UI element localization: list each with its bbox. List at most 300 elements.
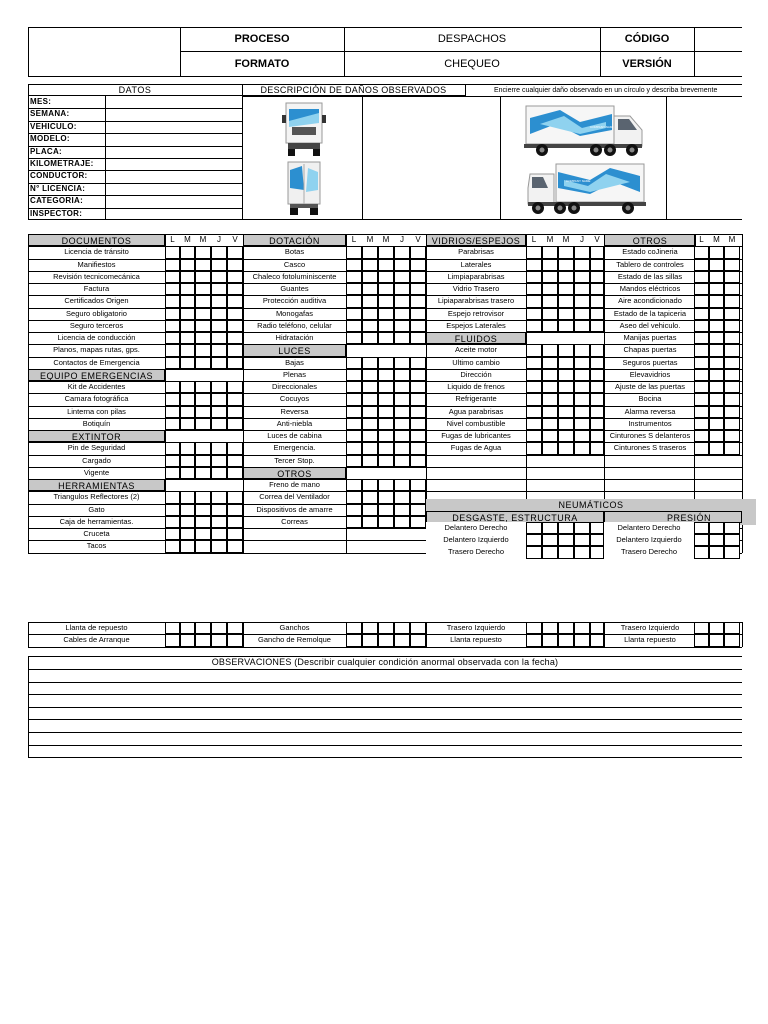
observaciones-line[interactable] (28, 719, 742, 720)
datos-field-input[interactable] (105, 96, 242, 108)
check-box[interactable] (180, 357, 195, 369)
check-box[interactable] (526, 522, 542, 534)
datos-field-input[interactable] (105, 170, 242, 182)
check-box[interactable] (378, 418, 394, 430)
check-box[interactable] (542, 442, 558, 454)
check-box[interactable] (227, 442, 243, 454)
check-box[interactable] (526, 320, 542, 332)
check-box[interactable] (542, 271, 558, 283)
check-box[interactable] (362, 271, 378, 283)
check-box[interactable] (410, 271, 426, 283)
check-box[interactable] (558, 369, 574, 381)
check-box[interactable] (394, 320, 410, 332)
check-box[interactable] (346, 357, 362, 369)
check-box[interactable] (195, 344, 211, 356)
check-box[interactable] (362, 295, 378, 307)
check-box[interactable] (378, 393, 394, 405)
check-box[interactable] (410, 369, 426, 381)
check-box[interactable] (410, 430, 426, 442)
check-box[interactable] (165, 271, 180, 283)
check-box[interactable] (394, 332, 410, 344)
check-box[interactable] (694, 271, 709, 283)
check-box[interactable] (574, 430, 590, 442)
check-box[interactable] (724, 344, 740, 356)
check-box[interactable] (558, 295, 574, 307)
check-box[interactable] (394, 295, 410, 307)
check-box[interactable] (526, 418, 542, 430)
check-box[interactable] (590, 430, 604, 442)
check-box[interactable] (362, 308, 378, 320)
observaciones-line[interactable] (28, 732, 742, 733)
check-box[interactable] (195, 442, 211, 454)
check-box[interactable] (574, 406, 590, 418)
check-box[interactable] (346, 393, 362, 405)
check-box[interactable] (526, 393, 542, 405)
check-box[interactable] (590, 393, 604, 405)
check-box[interactable] (526, 546, 542, 558)
check-box[interactable] (180, 528, 195, 540)
check-box[interactable] (362, 442, 378, 454)
check-box[interactable] (542, 283, 558, 295)
check-box[interactable] (378, 455, 394, 467)
check-box[interactable] (694, 308, 709, 320)
check-box[interactable] (362, 381, 378, 393)
check-box[interactable] (394, 357, 410, 369)
check-box[interactable] (180, 540, 195, 552)
check-box[interactable] (378, 271, 394, 283)
check-box[interactable] (227, 540, 243, 552)
check-box[interactable] (227, 504, 243, 516)
check-box[interactable] (378, 295, 394, 307)
check-box[interactable] (694, 442, 709, 454)
check-box[interactable] (195, 320, 211, 332)
check-box[interactable] (195, 393, 211, 405)
check-box[interactable] (346, 418, 362, 430)
check-box[interactable] (195, 406, 211, 418)
check-box[interactable] (574, 522, 590, 534)
check-box[interactable] (574, 622, 590, 634)
check-box[interactable] (694, 393, 709, 405)
check-box[interactable] (526, 246, 542, 258)
check-box[interactable] (526, 283, 542, 295)
check-box[interactable] (165, 516, 180, 528)
check-box[interactable] (590, 271, 604, 283)
check-box[interactable] (590, 344, 604, 356)
check-box[interactable] (694, 320, 709, 332)
check-box[interactable] (394, 622, 410, 634)
check-box[interactable] (362, 491, 378, 503)
check-box[interactable] (362, 283, 378, 295)
datos-field-input[interactable] (105, 108, 242, 120)
check-box[interactable] (227, 259, 243, 271)
check-box[interactable] (394, 491, 410, 503)
check-box[interactable] (378, 320, 394, 332)
check-box[interactable] (211, 246, 227, 258)
check-box[interactable] (346, 430, 362, 442)
check-box[interactable] (542, 381, 558, 393)
check-box[interactable] (724, 295, 740, 307)
check-box[interactable] (378, 259, 394, 271)
check-box[interactable] (165, 418, 180, 430)
check-box[interactable] (558, 546, 574, 558)
check-box[interactable] (180, 455, 195, 467)
check-box[interactable] (590, 534, 604, 546)
check-box[interactable] (211, 442, 227, 454)
check-box[interactable] (574, 295, 590, 307)
check-box[interactable] (346, 246, 362, 258)
check-box[interactable] (378, 504, 394, 516)
check-box[interactable] (724, 283, 740, 295)
check-box[interactable] (410, 295, 426, 307)
check-box[interactable] (590, 522, 604, 534)
check-box[interactable] (346, 479, 362, 491)
check-box[interactable] (378, 406, 394, 418)
check-box[interactable] (724, 546, 740, 558)
check-box[interactable] (410, 418, 426, 430)
check-box[interactable] (558, 534, 574, 546)
check-box[interactable] (542, 344, 558, 356)
check-box[interactable] (195, 308, 211, 320)
check-box[interactable] (542, 320, 558, 332)
check-box[interactable] (394, 369, 410, 381)
check-box[interactable] (526, 344, 542, 356)
check-box[interactable] (526, 295, 542, 307)
check-box[interactable] (590, 546, 604, 558)
check-box[interactable] (709, 393, 724, 405)
check-box[interactable] (180, 320, 195, 332)
check-box[interactable] (410, 246, 426, 258)
observaciones-line[interactable] (28, 707, 742, 708)
check-box[interactable] (574, 357, 590, 369)
check-box[interactable] (165, 332, 180, 344)
check-box[interactable] (362, 320, 378, 332)
check-box[interactable] (590, 295, 604, 307)
observaciones-line[interactable] (28, 669, 742, 670)
check-box[interactable] (558, 430, 574, 442)
check-box[interactable] (410, 283, 426, 295)
check-box[interactable] (394, 393, 410, 405)
check-box[interactable] (394, 246, 410, 258)
check-box[interactable] (195, 455, 211, 467)
check-box[interactable] (724, 622, 740, 634)
check-box[interactable] (709, 406, 724, 418)
check-box[interactable] (574, 246, 590, 258)
check-box[interactable] (709, 295, 724, 307)
check-box[interactable] (724, 634, 740, 646)
check-box[interactable] (558, 442, 574, 454)
check-box[interactable] (694, 406, 709, 418)
check-box[interactable] (346, 622, 362, 634)
check-box[interactable] (165, 622, 180, 634)
check-box[interactable] (346, 491, 362, 503)
check-box[interactable] (542, 393, 558, 405)
check-box[interactable] (574, 393, 590, 405)
check-box[interactable] (724, 393, 740, 405)
check-box[interactable] (558, 634, 574, 646)
check-box[interactable] (378, 283, 394, 295)
check-box[interactable] (542, 308, 558, 320)
check-box[interactable] (590, 442, 604, 454)
check-box[interactable] (410, 504, 426, 516)
check-box[interactable] (394, 504, 410, 516)
check-box[interactable] (542, 406, 558, 418)
check-box[interactable] (724, 381, 740, 393)
check-box[interactable] (195, 540, 211, 552)
check-box[interactable] (165, 528, 180, 540)
check-box[interactable] (542, 634, 558, 646)
check-box[interactable] (724, 308, 740, 320)
check-box[interactable] (694, 283, 709, 295)
check-box[interactable] (526, 308, 542, 320)
check-box[interactable] (694, 546, 709, 558)
check-box[interactable] (362, 516, 378, 528)
check-box[interactable] (180, 308, 195, 320)
check-box[interactable] (346, 332, 362, 344)
check-box[interactable] (709, 369, 724, 381)
check-box[interactable] (574, 308, 590, 320)
check-box[interactable] (362, 259, 378, 271)
check-box[interactable] (378, 357, 394, 369)
check-box[interactable] (724, 259, 740, 271)
check-box[interactable] (362, 634, 378, 646)
check-box[interactable] (590, 418, 604, 430)
check-box[interactable] (378, 308, 394, 320)
check-box[interactable] (542, 259, 558, 271)
check-box[interactable] (211, 344, 227, 356)
check-box[interactable] (378, 369, 394, 381)
check-box[interactable] (211, 528, 227, 540)
check-box[interactable] (211, 283, 227, 295)
check-box[interactable] (394, 455, 410, 467)
check-box[interactable] (211, 381, 227, 393)
check-box[interactable] (574, 381, 590, 393)
check-box[interactable] (180, 393, 195, 405)
check-box[interactable] (526, 430, 542, 442)
check-box[interactable] (709, 283, 724, 295)
check-box[interactable] (362, 418, 378, 430)
check-box[interactable] (394, 381, 410, 393)
check-box[interactable] (195, 271, 211, 283)
check-box[interactable] (362, 357, 378, 369)
check-box[interactable] (346, 308, 362, 320)
check-box[interactable] (410, 393, 426, 405)
check-box[interactable] (694, 295, 709, 307)
check-box[interactable] (724, 369, 740, 381)
check-box[interactable] (211, 259, 227, 271)
check-box[interactable] (574, 546, 590, 558)
check-box[interactable] (709, 271, 724, 283)
check-box[interactable] (195, 634, 211, 646)
check-box[interactable] (227, 528, 243, 540)
check-box[interactable] (574, 418, 590, 430)
check-box[interactable] (180, 295, 195, 307)
check-box[interactable] (709, 418, 724, 430)
check-box[interactable] (694, 357, 709, 369)
check-box[interactable] (542, 546, 558, 558)
check-box[interactable] (590, 320, 604, 332)
check-box[interactable] (180, 516, 195, 528)
check-box[interactable] (195, 332, 211, 344)
check-box[interactable] (709, 308, 724, 320)
check-box[interactable] (346, 369, 362, 381)
check-box[interactable] (211, 320, 227, 332)
check-box[interactable] (227, 455, 243, 467)
check-box[interactable] (410, 479, 426, 491)
check-box[interactable] (180, 344, 195, 356)
check-box[interactable] (694, 634, 709, 646)
check-box[interactable] (542, 369, 558, 381)
check-box[interactable] (195, 516, 211, 528)
check-box[interactable] (574, 344, 590, 356)
check-box[interactable] (211, 467, 227, 479)
check-box[interactable] (227, 246, 243, 258)
check-box[interactable] (211, 622, 227, 634)
check-box[interactable] (362, 406, 378, 418)
check-box[interactable] (709, 344, 724, 356)
check-box[interactable] (227, 491, 243, 503)
check-box[interactable] (410, 381, 426, 393)
check-box[interactable] (346, 320, 362, 332)
check-box[interactable] (211, 418, 227, 430)
check-box[interactable] (394, 516, 410, 528)
check-box[interactable] (180, 467, 195, 479)
check-box[interactable] (526, 357, 542, 369)
check-box[interactable] (558, 393, 574, 405)
check-box[interactable] (165, 540, 180, 552)
check-box[interactable] (378, 430, 394, 442)
check-box[interactable] (526, 634, 542, 646)
check-box[interactable] (574, 442, 590, 454)
check-box[interactable] (346, 259, 362, 271)
check-box[interactable] (211, 308, 227, 320)
check-box[interactable] (542, 295, 558, 307)
check-box[interactable] (410, 622, 426, 634)
check-box[interactable] (378, 332, 394, 344)
check-box[interactable] (709, 442, 724, 454)
check-box[interactable] (165, 295, 180, 307)
check-box[interactable] (180, 406, 195, 418)
check-box[interactable] (590, 406, 604, 418)
check-box[interactable] (165, 283, 180, 295)
check-box[interactable] (590, 308, 604, 320)
check-box[interactable] (709, 430, 724, 442)
check-box[interactable] (410, 320, 426, 332)
check-box[interactable] (558, 320, 574, 332)
check-box[interactable] (724, 271, 740, 283)
check-box[interactable] (378, 381, 394, 393)
check-box[interactable] (227, 295, 243, 307)
check-box[interactable] (574, 320, 590, 332)
check-box[interactable] (195, 528, 211, 540)
check-box[interactable] (526, 442, 542, 454)
check-box[interactable] (709, 381, 724, 393)
check-box[interactable] (709, 320, 724, 332)
check-box[interactable] (362, 430, 378, 442)
check-box[interactable] (362, 479, 378, 491)
check-box[interactable] (590, 357, 604, 369)
check-box[interactable] (346, 283, 362, 295)
check-box[interactable] (410, 308, 426, 320)
check-box[interactable] (211, 516, 227, 528)
check-box[interactable] (558, 246, 574, 258)
check-box[interactable] (724, 522, 740, 534)
check-box[interactable] (180, 634, 195, 646)
check-box[interactable] (394, 418, 410, 430)
check-box[interactable] (410, 442, 426, 454)
check-box[interactable] (165, 634, 180, 646)
check-box[interactable] (227, 622, 243, 634)
check-box[interactable] (211, 295, 227, 307)
check-box[interactable] (724, 357, 740, 369)
check-box[interactable] (394, 479, 410, 491)
check-box[interactable] (362, 332, 378, 344)
check-box[interactable] (346, 516, 362, 528)
check-box[interactable] (211, 357, 227, 369)
check-box[interactable] (227, 283, 243, 295)
check-box[interactable] (362, 246, 378, 258)
check-box[interactable] (227, 467, 243, 479)
check-box[interactable] (542, 522, 558, 534)
check-box[interactable] (558, 308, 574, 320)
check-box[interactable] (709, 259, 724, 271)
check-box[interactable] (362, 393, 378, 405)
check-box[interactable] (558, 357, 574, 369)
check-box[interactable] (394, 259, 410, 271)
check-box[interactable] (590, 381, 604, 393)
check-box[interactable] (362, 455, 378, 467)
check-box[interactable] (211, 271, 227, 283)
check-box[interactable] (195, 491, 211, 503)
check-box[interactable] (694, 534, 709, 546)
check-box[interactable] (227, 332, 243, 344)
check-box[interactable] (526, 622, 542, 634)
check-box[interactable] (227, 357, 243, 369)
check-box[interactable] (180, 418, 195, 430)
check-box[interactable] (590, 369, 604, 381)
check-box[interactable] (394, 406, 410, 418)
check-box[interactable] (590, 259, 604, 271)
check-box[interactable] (590, 634, 604, 646)
datos-field-input[interactable] (105, 146, 242, 158)
check-box[interactable] (558, 381, 574, 393)
check-box[interactable] (180, 504, 195, 516)
check-box[interactable] (227, 320, 243, 332)
check-box[interactable] (180, 491, 195, 503)
check-box[interactable] (694, 430, 709, 442)
check-box[interactable] (362, 504, 378, 516)
check-box[interactable] (709, 546, 724, 558)
check-box[interactable] (709, 522, 724, 534)
check-box[interactable] (590, 622, 604, 634)
check-box[interactable] (558, 259, 574, 271)
check-box[interactable] (346, 406, 362, 418)
check-box[interactable] (410, 516, 426, 528)
check-box[interactable] (694, 381, 709, 393)
check-box[interactable] (227, 418, 243, 430)
check-box[interactable] (590, 246, 604, 258)
check-box[interactable] (227, 393, 243, 405)
check-box[interactable] (709, 534, 724, 546)
check-box[interactable] (165, 308, 180, 320)
check-box[interactable] (724, 430, 740, 442)
check-box[interactable] (574, 271, 590, 283)
check-box[interactable] (362, 622, 378, 634)
check-box[interactable] (180, 332, 195, 344)
check-box[interactable] (394, 442, 410, 454)
check-box[interactable] (227, 344, 243, 356)
check-box[interactable] (558, 406, 574, 418)
check-box[interactable] (346, 271, 362, 283)
